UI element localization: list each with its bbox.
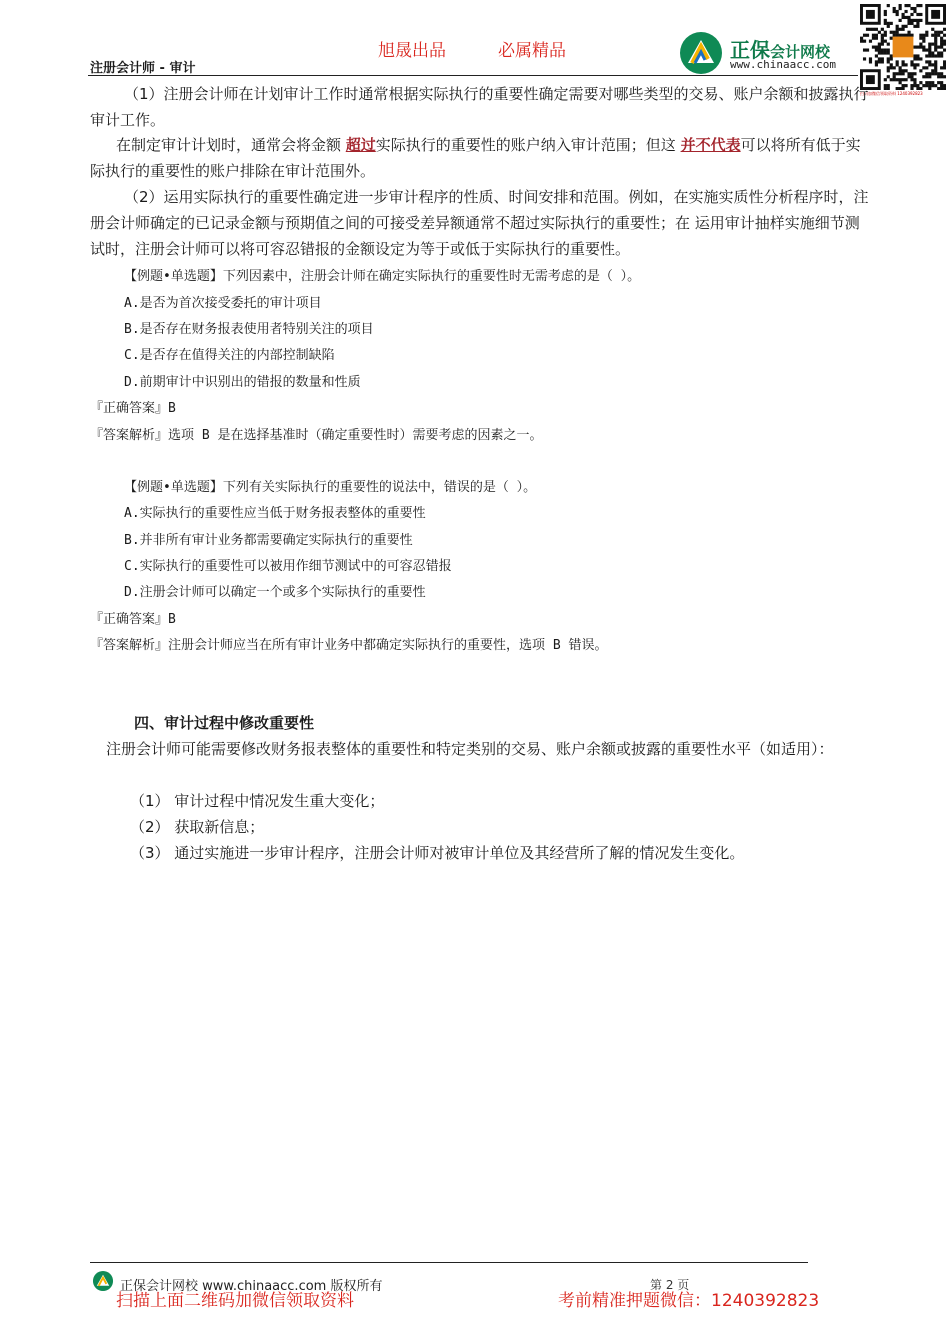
q1-analysis: 『答案解析』选项 B 是在选择基准时（确定重要性时）需要考虑的因素之一。: [90, 428, 543, 443]
q1-answer: 『正确答案』B: [90, 401, 176, 416]
q2-option-d: D.注册会计师可以确定一个或多个实际执行的重要性: [124, 585, 426, 600]
banner-left: 旭晟出品: [378, 41, 446, 61]
keyword-not-mean: 并不代表: [680, 136, 741, 154]
q2-stem: 【例题•单选题】下列有关实际执行的重要性的说法中，错误的是（ ）。: [124, 480, 537, 495]
qr-code[interactable]: [860, 4, 946, 90]
footer-promo-left: 扫描上面二维码加微信领取资料: [116, 1291, 354, 1311]
q2-analysis: 『答案解析』注册会计师应当在所有审计业务中都确定实际执行的重要性，选项 B 错误。: [90, 638, 608, 653]
q1-option-d: D.前期审计中识别出的错报的数量和性质: [124, 375, 361, 390]
section-intro: 注册会计师可能需要修改财务报表整体的重要性和特定类别的交易、账户余额或披露的重要性水平（如适用）：: [106, 740, 834, 758]
footer-promo-right: 考前精准押题微信：1240392823: [558, 1291, 820, 1311]
q2-option-a: A.实际执行的重要性应当低于财务报表整体的重要性: [124, 506, 426, 521]
qr-caption: 扫码加微信领取资料 1240392823: [860, 91, 923, 96]
footer-divider: [90, 1262, 808, 1263]
q2-option-c: C.实际执行的重要性可以被用作细节测试中的可容忍错报: [124, 559, 452, 574]
paragraph-2-part-c: 可以将所有低于实际执行的重要性的账户排除在审计范围外。: [90, 136, 861, 180]
paragraph-2: [90, 132, 872, 184]
section-heading: 四、审计过程中修改重要性: [134, 714, 315, 732]
paragraph-3: （2）运用实际执行的重要性确定进一步审计程序的性质、时间安排和范围。例如，在实施实质性分析程序时，注册会计师确定的已记录金额与预期值之间的可接受差异额通常不超过实际执行的重要性；在 运用审计抽样实施细节测试时，注册会计师可以将可容忍错报的金额设定为等于或低于实际执行的重要性。: [90, 188, 869, 258]
q2-option-b: B.并非所有审计业务都需要确定实际执行的重要性: [124, 533, 413, 548]
q1-option-b: B.是否存在财务报表使用者特别关注的项目: [124, 322, 374, 337]
footer-copyright: 正保会计网校 www.chinaacc.com 版权所有: [120, 1279, 383, 1294]
paragraph-2-part-a: 在制定审计计划时，通常会将金额: [116, 136, 346, 154]
logo: [678, 30, 858, 76]
footer-logo-icon: [92, 1270, 114, 1292]
header-subject: 注册会计师 - 审计: [90, 61, 196, 76]
keyword-exceed: 超过: [345, 136, 376, 154]
logo-title-sub: 会计网校: [770, 43, 831, 61]
section-item-3: （3） 通过实施进一步审计程序，注册会计师对被审计单位及其经营所了解的情况发生变化。: [130, 844, 745, 862]
paragraph-2-part-b: 实际执行的重要性的账户纳入审计范围；但这: [375, 136, 681, 154]
paragraph-1: （1）注册会计师在计划审计工作时通常根据实际执行的重要性确定需要对哪些类型的交易、账户余额和披露执行审计工作。: [90, 85, 869, 129]
logo-title-main: 正保: [730, 38, 770, 62]
section-item-1: （1） 审计过程中情况发生重大变化；: [130, 792, 385, 810]
banner-right: 必属精品: [498, 41, 566, 61]
footer-page-number: 第 2 页: [650, 1278, 690, 1292]
section-item-2: （2） 获取新信息；: [130, 818, 265, 836]
logo-emblem-icon: [678, 30, 724, 76]
q2-answer: 『正确答案』B: [90, 612, 176, 627]
qr-code-icon: [860, 4, 946, 90]
q1-stem: 【例题•单选题】下列因素中，注册会计师在确定实际执行的重要性时无需考虑的是（ ）。: [124, 269, 641, 284]
q1-option-a: A.是否为首次接受委托的审计项目: [124, 296, 322, 311]
logo-url: www.chinaacc.com: [730, 58, 836, 71]
q1-option-c: C.是否存在值得关注的内部控制缺陷: [124, 348, 335, 363]
